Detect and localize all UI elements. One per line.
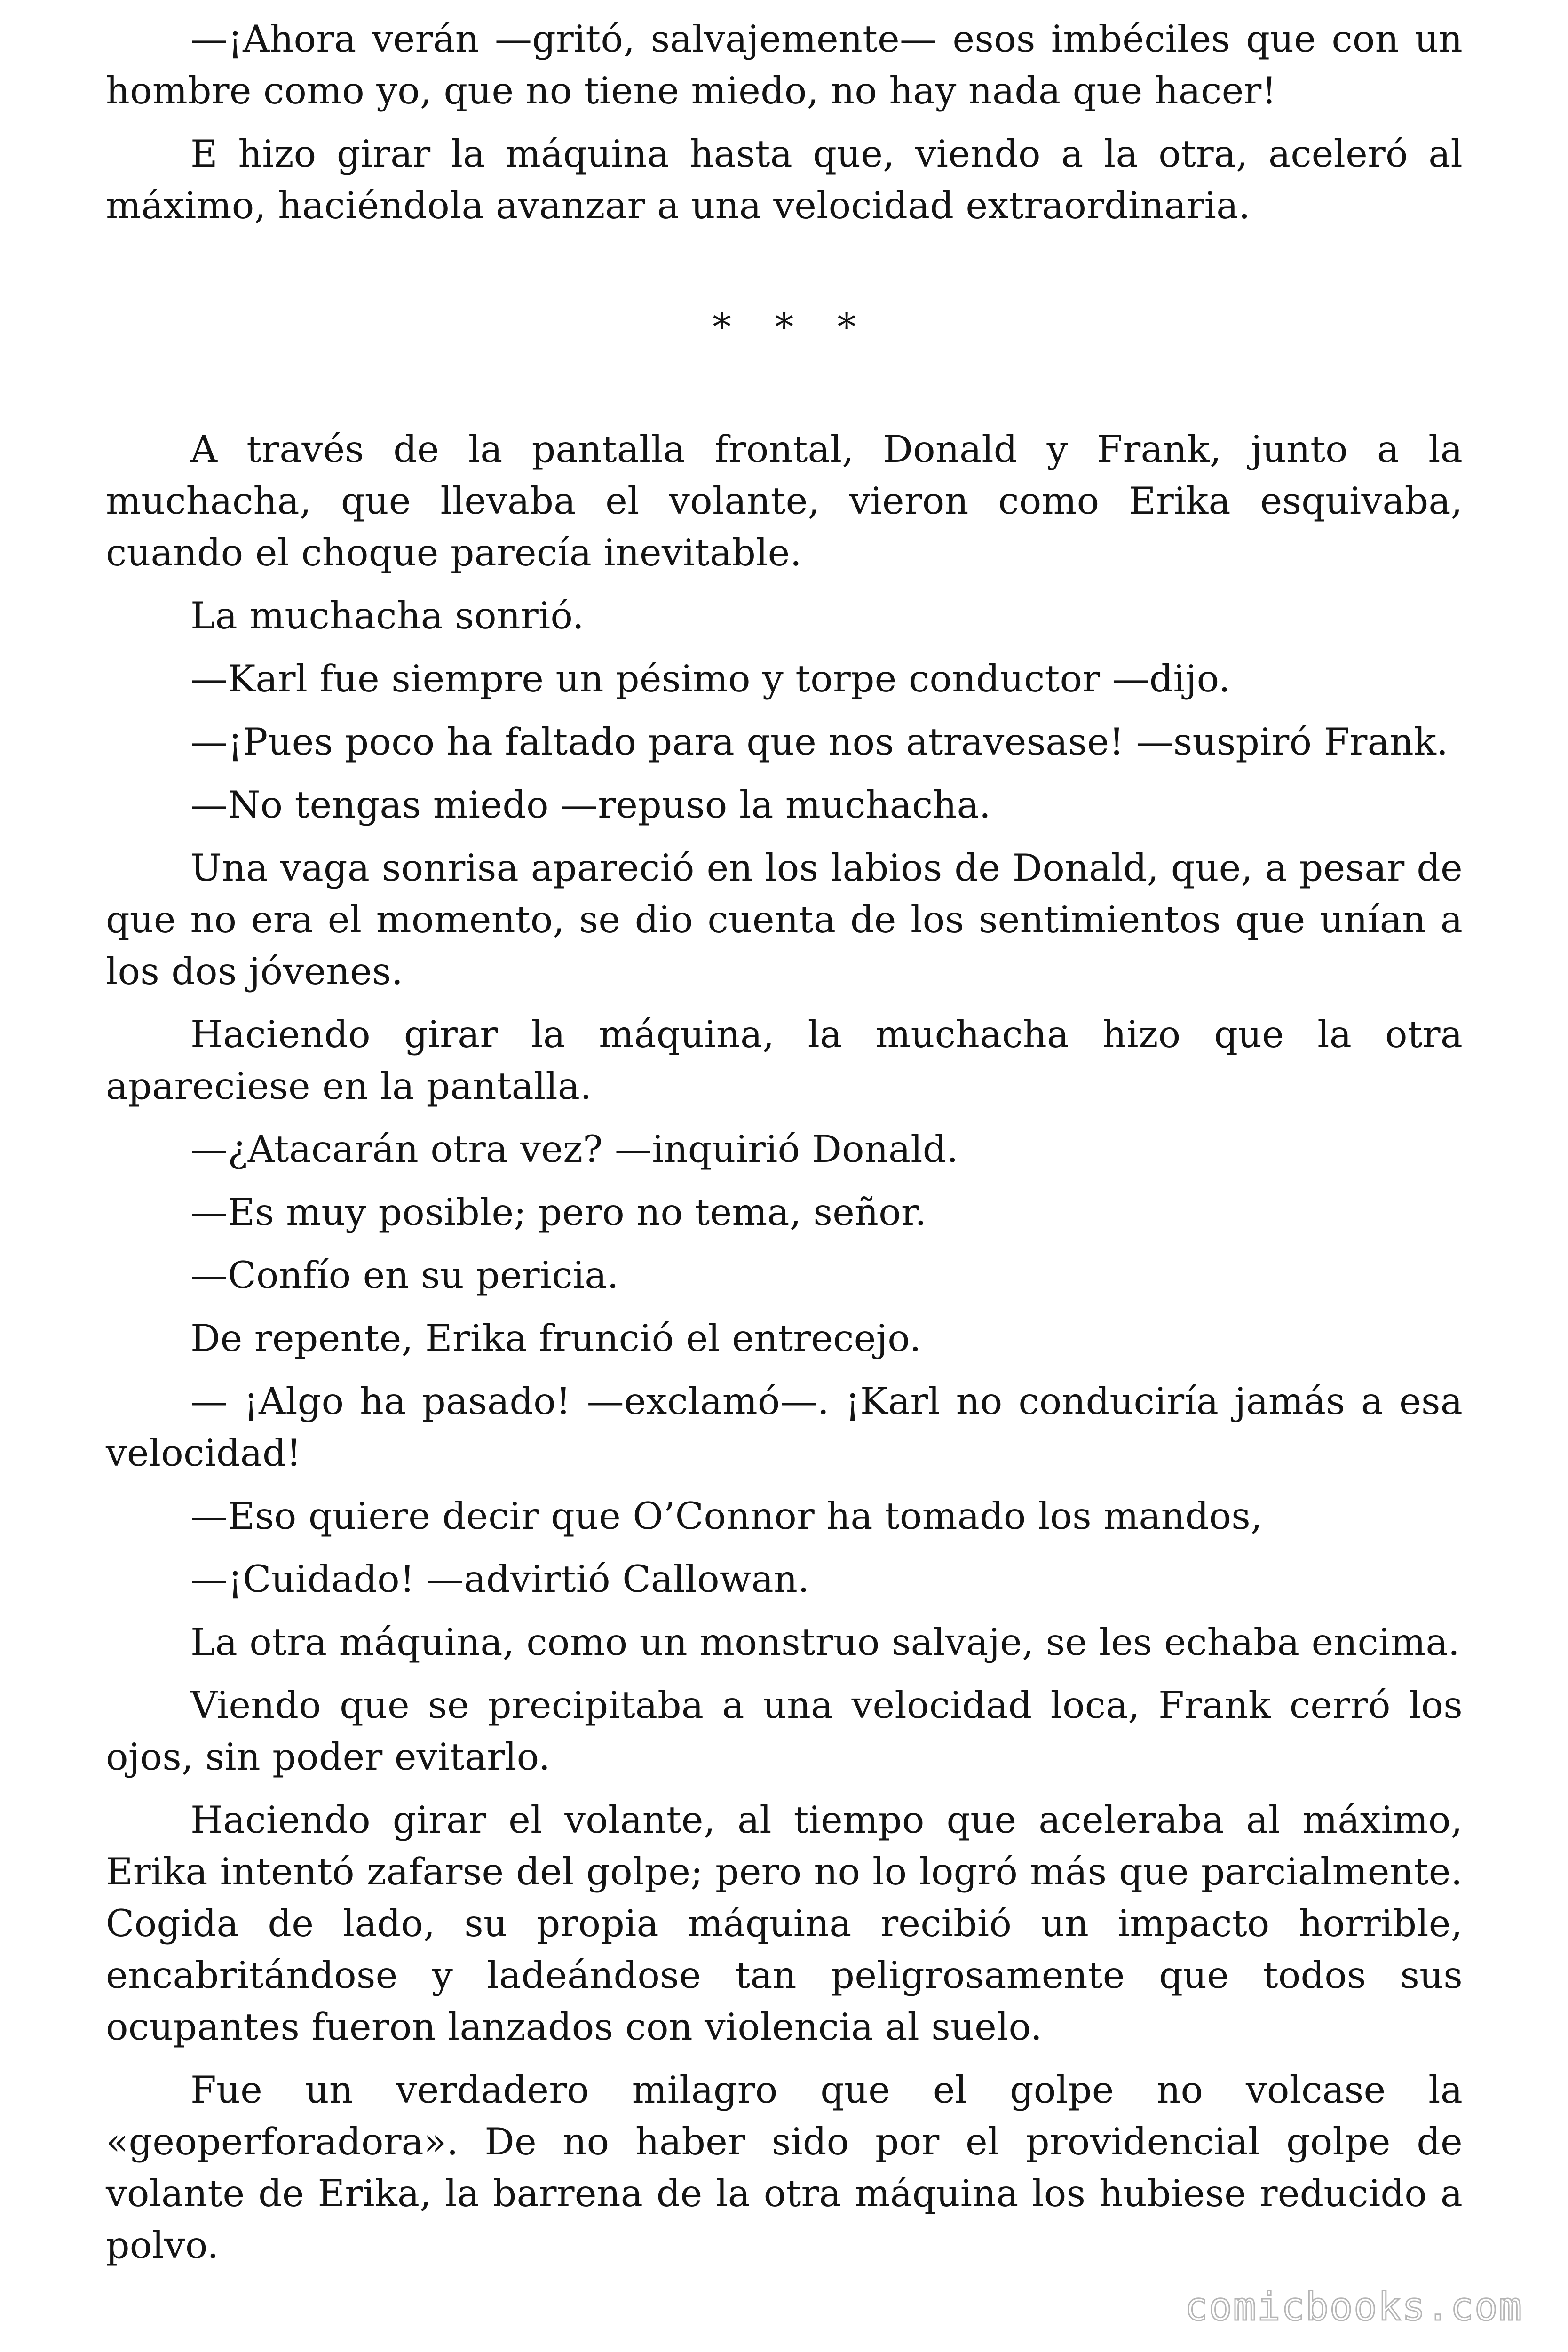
paragraph: La otra máquina, como un monstruo salvaje, se les echaba encima. <box>190 1621 1460 1664</box>
paragraph: A través de la pantalla frontal, Donald y Frank, junto a la muchacha, que llevaba el volante, vieron como Erika esquivaba, cuando el choque parecía inevitable. <box>106 428 1463 574</box>
book-page <box>106 13 1463 2282</box>
paragraph: Haciendo girar la máquina, la muchacha hizo que la otra apareciese en la pantalla. <box>106 1013 1463 1108</box>
paragraph: —Eso quiere decir que O’Connor ha tomado los mandos, <box>190 1494 1263 1538</box>
paragraph: —Karl fue siempre un pésimo y torpe conductor —dijo. <box>190 657 1231 700</box>
paragraph: La muchacha sonrió. <box>190 594 585 637</box>
paragraph: —¿Atacarán otra vez? —inquirió Donald. <box>190 1128 958 1171</box>
paragraph: E hizo girar la máquina hasta que, viendo a la otra, aceleró al máximo, haciéndola avanzar a una velocidad extraordinaria. <box>106 132 1463 227</box>
paragraph: —No tengas miedo —repuso la muchacha. <box>190 783 991 826</box>
paragraph: —¡Pues poco ha faltado para que nos atravesase! —suspiró Frank. <box>190 720 1449 763</box>
paragraph: — ¡Algo ha pasado! —exclamó—. ¡Karl no conduciría jamás a esa velocidad! <box>106 1380 1463 1475</box>
paragraph: —Es muy posible; pero no tema, señor. <box>190 1191 927 1234</box>
scene-break: * * * <box>713 305 872 349</box>
paragraph: Haciendo girar el volante, al tiempo que aceleraba al máximo, Erika intentó zafarse del golpe; pero no lo logró más que parcialmente. Cogida de lado, su propia máquina recibió un impacto horrible, encabritándose y ladeándose tan peligrosamente que todos sus ocupantes fueron lanzados con violencia al suelo. <box>106 1798 1463 2049</box>
paragraph: —¡Ahora verán —gritó, salvajemente— esos imbéciles que con un hombre como yo, que no tiene miedo, no hay nada que hacer! <box>106 17 1463 112</box>
paragraph: —¡Cuidado! —advirtió Callowan. <box>190 1557 810 1601</box>
paragraph: —Confío en su pericia. <box>190 1254 619 1297</box>
paragraph: Fue un verdadero milagro que el golpe no volcase la «geoperforadora». De no haber sido por el providencial golpe de volante de Erika, la barrena de la otra máquina los hubiese reducido a polvo. <box>106 2068 1463 2267</box>
paragraph: Viendo que se precipitaba a una velocidad loca, Frank cerró los ojos, sin poder evitarlo. <box>106 1684 1463 1779</box>
paragraph: De repente, Erika frunció el entrecejo. <box>190 1317 921 1360</box>
paragraph: Una vaga sonrisa apareció en los labios de Donald, que, a pesar de que no era el momento, se dio cuenta de los sentimientos que unían a los dos jóvenes. <box>106 846 1463 993</box>
watermark: comicbooks.com <box>1184 2285 1523 2329</box>
